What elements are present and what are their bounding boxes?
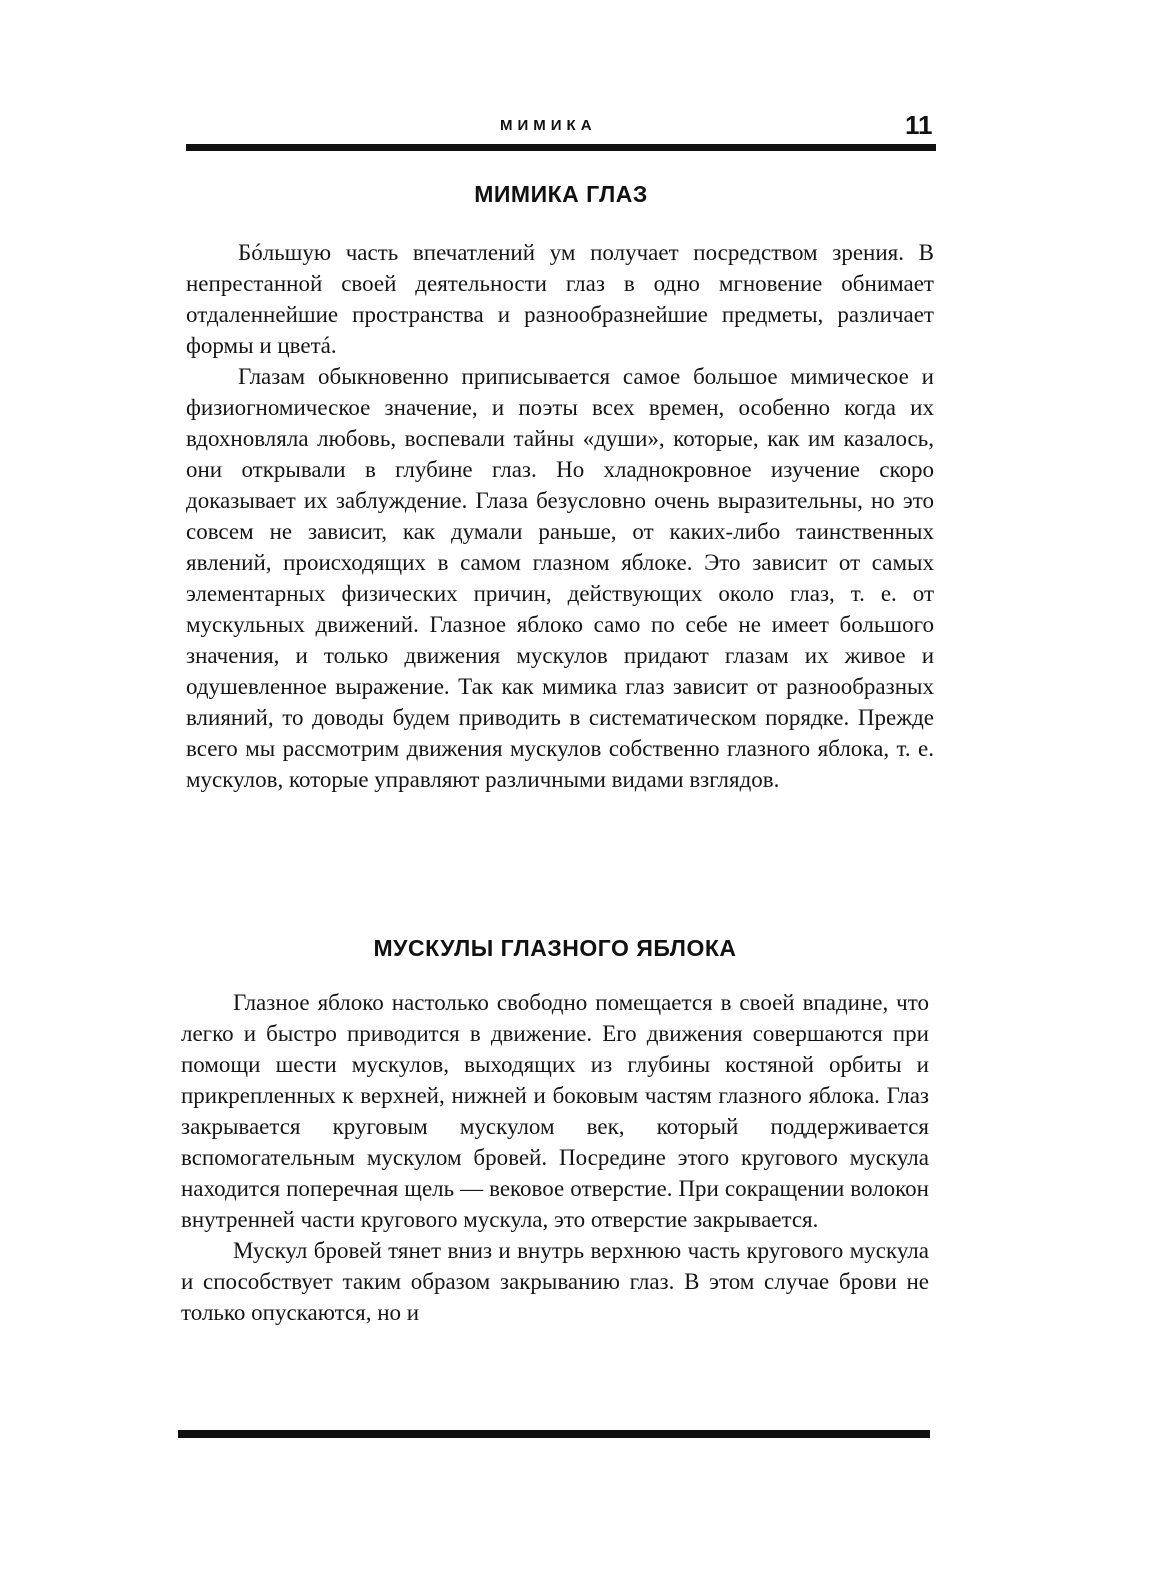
section-title-eye-mimicry: МИМИКА ГЛАЗ [474, 181, 648, 207]
section-title-eyeball-muscles: МУСКУЛЫ ГЛАЗНОГО ЯБЛОКА [373, 935, 737, 961]
paragraph: Глазам обыкновенно приписывается самое большое мимическое и физиогномическое значение, и поэты всех времен, особенно когда их вдохновляла любовь, воспевали тайны «души», которые, как им казалось, они открывали в глубине глаз. Но хладнокровное изучение скоро доказывает их заблуждение. Глаза безусловно очень выразительны, но это совсем не зависит, как думали раньше, от каких-либо таинственных явлений, происходящих в самом глазном яблоке. Это зависит от самых элементарных физических причин, действующих около глаз, т. е. от мускульных движений. Глазное яблоко само по себе не имеет большого значения, и только движения мускулов придают глазам их живое и одушевленное выражение. Так как мимика глаз зависит от разнообразных влияний, то доводы будем приводить в систематическом порядке. Прежде всего мы рассмотрим движения мускулов собственно глазного яблока, т. е. мускулов, которые управляют различными видами взглядов. [186, 364, 934, 792]
paragraph: Мускул бровей тянет вниз и внутрь верхнюю часть кругового мускула и способствует таким образом закрыванию глаз. В этом случае брови не только опускаются, но и [181, 1238, 929, 1325]
footer-rule [178, 1430, 930, 1438]
page-number: 11 [905, 110, 933, 140]
section-body-eye-mimicry [186, 237, 934, 795]
section-body-eyeball-muscles [181, 987, 929, 1328]
paragraph: Бóльшую часть впечатлений ум получает посредством зрения. В непрестанной своей деятельности глаз в одно мгновение обнимает отдаленнейшие пространства и разнообразнейшие предметы, различает формы и цветá. [186, 240, 934, 358]
paragraph: Глазное яблоко настолько свободно помещается в своей впадине, что легко и быстро приводится в движение. Его движения совершаются при помощи шести мускулов, выходящих из глубины костяной орбиты и прикрепленных к верхней, нижней и боковым частям глазного яблока. Глаз закрывается круговым мускулом век, который поддерживается вспомогательным мускулом бровей. Посредине этого кругового мускула находится поперечная щель — вековое отверстие. При сокращении волокон внутренней части кругового мускула, это отверстие закрывается. [181, 990, 929, 1232]
header-rule [186, 144, 936, 151]
running-head: МИМИКА [500, 117, 597, 134]
